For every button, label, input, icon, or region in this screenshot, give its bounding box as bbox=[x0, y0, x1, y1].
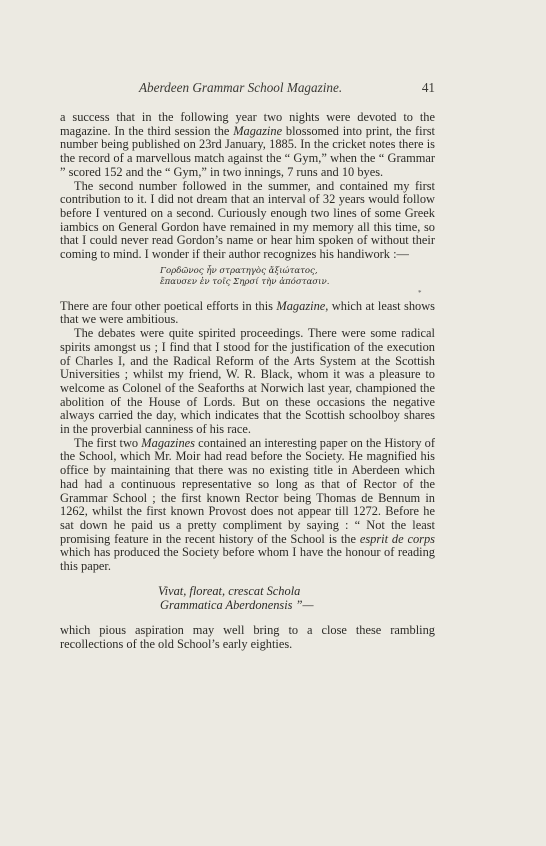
paragraph-5: The first two Magazines contained an interesting paper on the History of the School, which Mr. Moir had read before the Society. He magnified his office by maintaining that there was no existing title in Aberdeen which had had a continuous representative so long as that of Rector of the Grammar School ; the first known Rector being Thomas de Bennum in 1262, whilst the first known Provost does not appear till 1272. Before he sat down he paid us a pretty compliment by saying : “ Not the least promising feature in the recent history of the School is the esprit de corps which has produced the Society before whom I have the honour of reading this paper. bbox=[60, 435, 435, 574]
greek-line-1: Γορδῶνος ἦν στρατηγὸς ἄξιώτατος, bbox=[160, 265, 318, 276]
paragraph-3: There are four other poetical efforts in this Magazine, which at least shows that we were ambitious. bbox=[60, 298, 435, 327]
verse-line-2: Grammatica Aberdonensis ”— bbox=[160, 597, 314, 612]
article-body bbox=[60, 111, 435, 651]
paragraph-2: The second number followed in the summer, and contained my first contribution to it. I did not dream that an interval of 32 years would follow before I ventured on a second. Curiously enough two lines of some Greek iambics on General Gordon have remained in my memory all this time, so that I could never read Gordon’s name or hear him spoken of without their coming to mind. I wonder if their author recognizes his handiwork :— bbox=[60, 178, 435, 262]
latin-verse bbox=[158, 584, 435, 612]
verse-line-1: Vivat, floreat, crescat Schola bbox=[158, 583, 301, 598]
paragraph-4: The debates were quite spirited proceedings. There were some radical spirits amongst us ; I find that I stood for the justification of the execution of Charles I, and the Radical Reform of the Arts System at the Scottish Universities ; whilst my friend, W. R. Black, whom it was a pleasure to welcome as Colonel of the Seaforths at Norwich last year, championed the abolition of the House of Lords. But on these occasions the negative always carried the day, which indicates that the Scottish schoolboy shares in the proverbial canniness of his race. bbox=[60, 326, 435, 437]
paragraph-1: a success that in the following year two nights were devoted to the magazine. In the third session the Magazine blossomed into print, the first number being published on 23rd January, 1885. In the cricket notes there is the record of a marvellous match against the “ Gym,” when the “ Grammar ” scored 152 and the “ Gym,” in two innings, 7 runs and 10 byes. bbox=[60, 110, 435, 179]
greek-quotation bbox=[160, 266, 435, 288]
margin-mark: * bbox=[418, 289, 422, 297]
page-number: 41 bbox=[421, 80, 435, 95]
running-title: Aberdeen Grammar School Magazine. bbox=[139, 80, 343, 95]
greek-line-2: ἔπαυσεν ἐν τοῖς Σηρσί τὴν ἀπόστασιν. bbox=[160, 276, 330, 287]
paragraph-6: which pious aspiration may well bring to a close these rambling recollections of the old School’s early eighties. bbox=[60, 622, 435, 651]
